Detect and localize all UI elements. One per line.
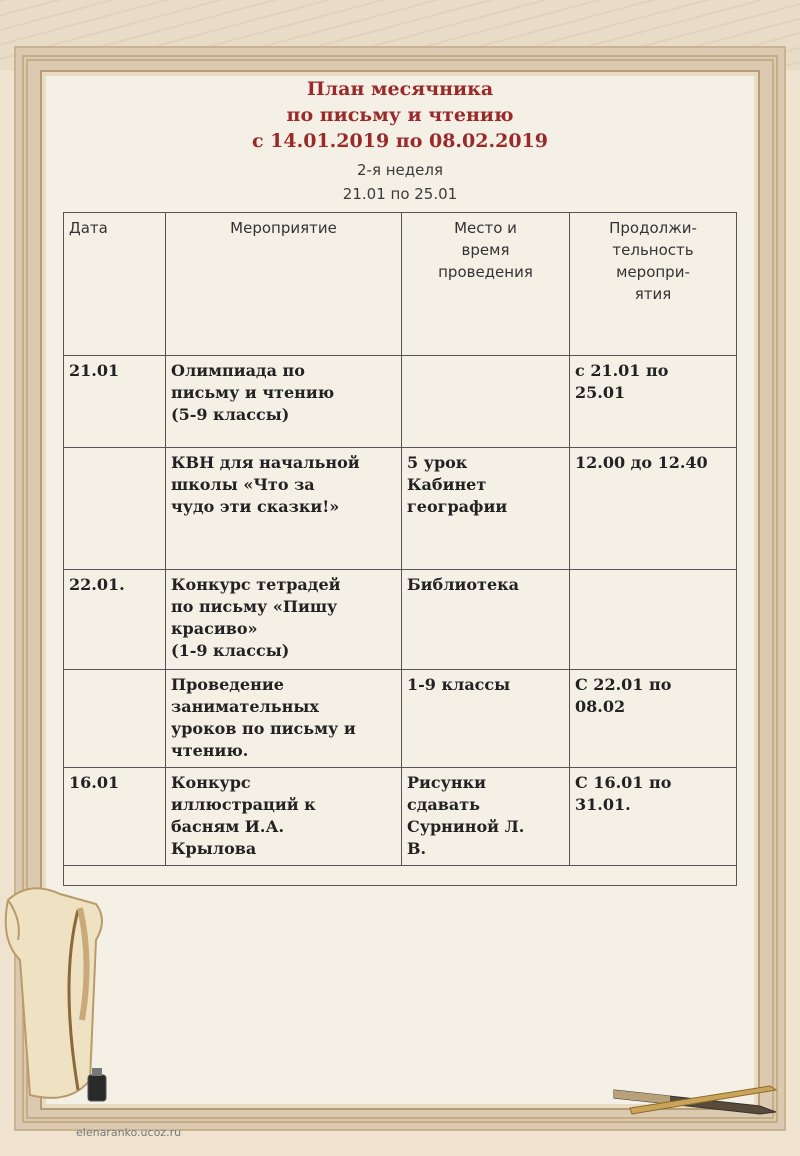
cell-event: Олимпиада по письму и чтению (5-9 классы) [166, 356, 402, 448]
column-header-event: Мероприятие [166, 213, 402, 356]
cell-place: 1-9 классы [402, 670, 570, 768]
column-header-duration: Продолжи- тельность меропри- ятия [570, 213, 737, 356]
cell-date [64, 670, 166, 768]
cell-event: КВН для начальной школы «Что за чудо эти сказки!» [166, 448, 402, 570]
cell-duration: с 21.01 по 25.01 [570, 356, 737, 448]
cell-duration: С 22.01 по 08.02 [570, 670, 737, 768]
week-label: 2-я неделя [357, 161, 443, 179]
week-dates: 21.01 по 25.01 [342, 185, 458, 203]
cell-duration: С 16.01 по 31.01. [570, 768, 737, 866]
credit-label: elenaranko.ucoz.ru [76, 1126, 182, 1139]
cell-event: Конкурс тетрадей по письму «Пишу красиво» (1-9 классы) [166, 570, 402, 670]
table-header-row [64, 213, 737, 356]
cell-date: 21.01 [64, 356, 166, 448]
parchment-scroll-icon [0, 880, 110, 1110]
cell-place [402, 356, 570, 448]
cell-date: 22.01. [64, 570, 166, 670]
cell-date: 16.01 [64, 768, 166, 866]
cell-place: 5 урок Кабинет географии [402, 448, 570, 570]
table-row [64, 570, 737, 670]
table-row-empty [64, 866, 737, 886]
cell-duration [570, 570, 737, 670]
table-row [64, 356, 737, 448]
cell-event: Проведение занимательных уроков по письму и чтению. [166, 670, 402, 768]
column-header-date: Дата [64, 213, 166, 356]
cell-place: Библиотека [402, 570, 570, 670]
cell-event: Конкурс иллюстраций к басням И.А. Крылова [166, 768, 402, 866]
fountain-pen-icon [610, 1068, 780, 1128]
column-header-place: Место и время проведения [402, 213, 570, 356]
table-row [64, 448, 737, 570]
table-row [64, 670, 737, 768]
table-row [64, 768, 737, 866]
cell-place: Рисунки сдавать Сурниной Л. В. [402, 768, 570, 866]
cell-duration: 12.00 до 12.40 [570, 448, 737, 570]
page-title-line-2: по письму и чтению [286, 104, 514, 126]
events-table [63, 212, 737, 886]
empty-cell [64, 866, 737, 886]
cell-date [64, 448, 166, 570]
page-title-line-3: с 14.01.2019 по 08.02.2019 [252, 130, 548, 152]
page-title-line-1: План месячника [306, 78, 494, 100]
